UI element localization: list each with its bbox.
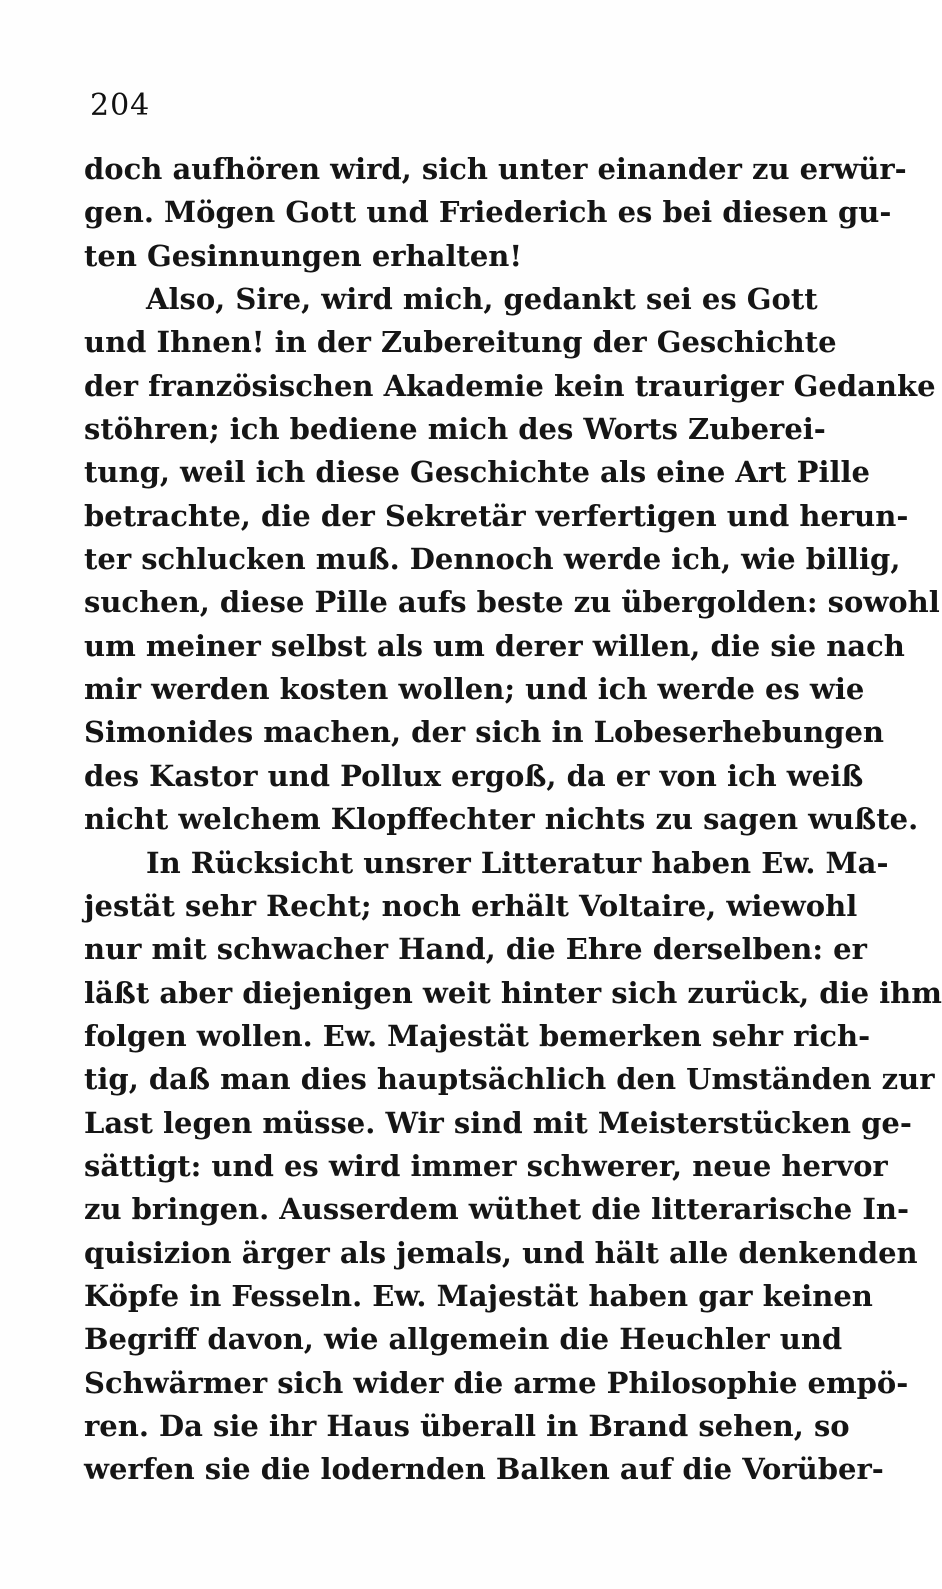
text-line: der französischen Akademie kein trauriger Gedanke (84, 368, 936, 403)
text-line: Begriff davon, wie allgemein die Heuchler und (84, 1322, 843, 1357)
text-line: nicht welchem Klopffechter nichts zu sagen wußte. (84, 802, 919, 837)
page-number: 204 (90, 88, 151, 123)
text-line: gen. Mögen Gott und Friederich es bei diesen gu- (84, 195, 892, 230)
text-line: quisizion ärger als jemals, und hält alle denkenden (84, 1235, 918, 1270)
text-line: ren. Da sie ihr Haus überall in Brand sehen, so (84, 1408, 850, 1443)
text-line: mir werden kosten wollen; und ich werde es wie (84, 672, 865, 707)
text-line: läßt aber diejenigen weit hinter sich zurück, die ihm (84, 975, 942, 1010)
text-line: tung, weil ich diese Geschichte als eine Art Pille (84, 455, 870, 490)
text-line: nur mit schwacher Hand, die Ehre derselben: er (84, 932, 867, 967)
text-line: ter schlucken muß. Dennoch werde ich, wie billig, (84, 542, 901, 577)
body-text (84, 148, 942, 1492)
text-line: um meiner selbst als um derer willen, die sie nach (84, 628, 905, 663)
text-line: betrachte, die der Sekretär verfertigen und herun- (84, 498, 909, 533)
text-line: sättigt: und es wird immer schwerer, neue hervor (84, 1148, 888, 1183)
text-line: tig, daß man dies hauptsächlich den Umständen zur (84, 1062, 935, 1097)
text-line: Köpfe in Fesseln. Ew. Majestät haben gar keinen (84, 1278, 873, 1313)
text-line: folgen wollen. Ew. Majestät bemerken sehr rich- (84, 1018, 871, 1053)
text-line: des Kastor und Pollux ergoß, da er von ich weiß (84, 758, 864, 793)
text-line: stöhren; ich bediene mich des Worts Zuberei- (84, 412, 826, 447)
text-line: werfen sie die lodernden Balken auf die Vorüber- (84, 1452, 884, 1487)
text-line: In Rücksicht unsrer Litteratur haben Ew. Ma- (146, 845, 889, 880)
text-line: jestät sehr Recht; noch erhält Voltaire, wiewohl (84, 888, 858, 923)
text-line: suchen, diese Pille aufs beste zu übergolden: sowohl (84, 585, 940, 620)
text-line: ten Gesinnungen erhalten! (84, 238, 523, 273)
text-line: Schwärmer sich wider die arme Philosophie empö- (84, 1365, 909, 1400)
text-line: zu bringen. Ausserdem wüthet die litterarische In- (84, 1192, 910, 1227)
text-line: Also, Sire, wird mich, gedankt sei es Gott (146, 282, 818, 317)
text-line: doch aufhören wird, sich unter einander zu erwür- (84, 152, 907, 186)
text-line: Last legen müsse. Wir sind mit Meisterstücken ge- (84, 1105, 912, 1140)
text-line: und Ihnen! in der Zubereitung der Geschichte (84, 325, 837, 360)
text-line: Simonides machen, der sich in Lobeserhebungen (84, 715, 884, 750)
